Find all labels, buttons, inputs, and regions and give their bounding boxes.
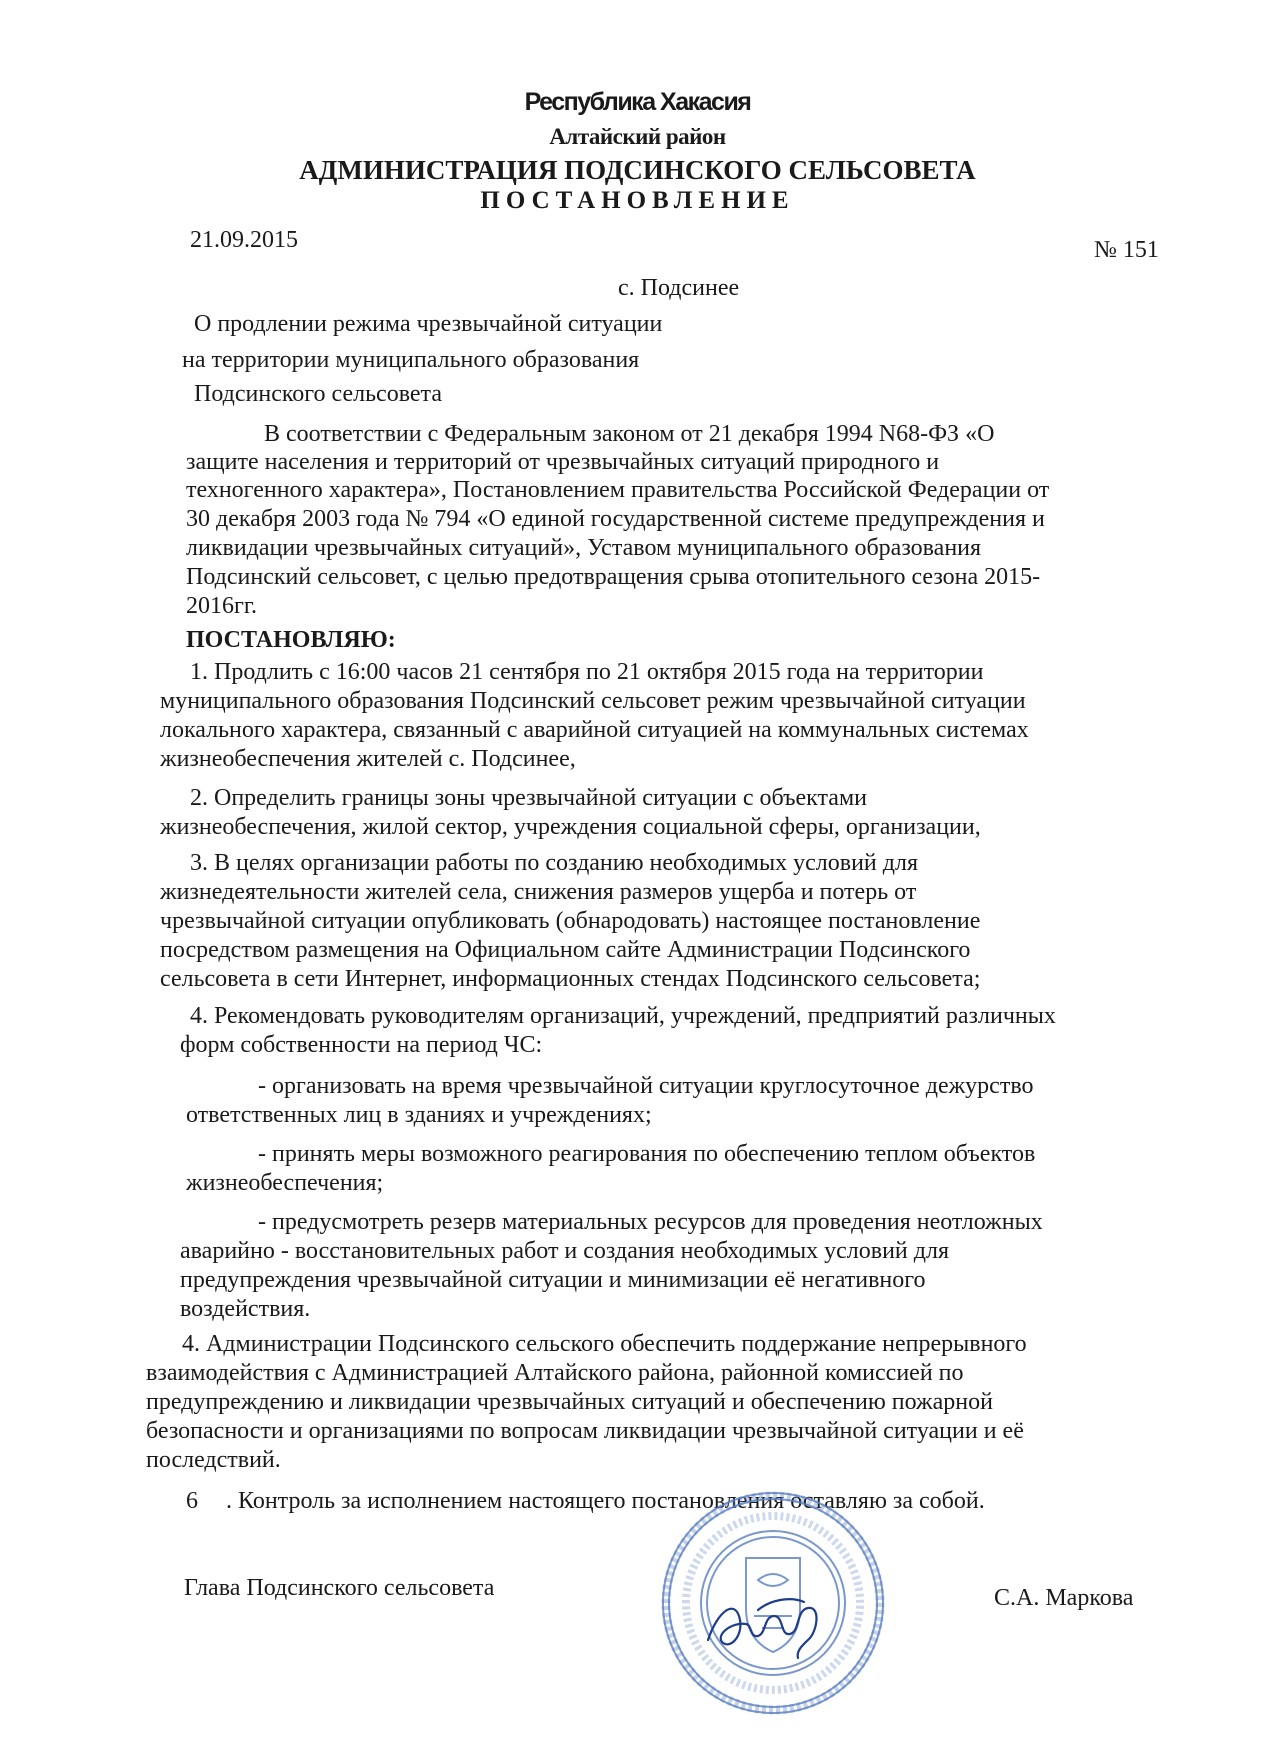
item2-line: 2. Определить границы зоны чрезвычайной ситуации с объектами <box>190 785 867 811</box>
item5-line: взаимодействия с Администрацией Алтайского района, районной комиссией по <box>146 1360 964 1386</box>
item1-line: локального характера, связанный с аварийной ситуацией на коммунальных системах <box>160 717 1029 743</box>
preamble-line: защите населения и территорий от чрезвычайных ситуаций природного и <box>186 449 940 475</box>
item4-line: жизнеобеспечения; <box>186 1170 384 1196</box>
item5-line: предупреждению и ликвидации чрезвычайных ситуаций и обеспечению пожарной <box>146 1389 993 1415</box>
item4-bullet: - принять меры возможного реагирования по обеспечению теплом объектов <box>258 1141 1036 1167</box>
signature-name: С.А. Маркова <box>994 1585 1134 1611</box>
decree-word: ПОСТАНОВЛЯЮ: <box>186 627 396 653</box>
subject-line: Подсинского сельсовета <box>194 381 442 407</box>
item4-line: воздействия. <box>180 1296 311 1322</box>
header-republic: Республика Хакасия <box>524 88 751 116</box>
subject-line: на территории муниципального образования <box>182 347 640 373</box>
subject-line: О продлении режима чрезвычайной ситуации <box>194 311 663 337</box>
preamble-line: Подсинский сельсовет, с целью предотвращения срыва отопительного сезона 2015- <box>186 564 1041 590</box>
item3-line: чрезвычайной ситуации опубликовать (обнародовать) настоящее постановление <box>160 908 981 934</box>
document-number: № 151 <box>1094 237 1159 263</box>
item4-line: форм собственности на период ЧС: <box>180 1032 543 1058</box>
preamble-line: 30 декабря 2003 года № 794 «О единой государственной системе предупреждения и <box>186 506 1045 532</box>
preamble-line: техногенного характера», Постановлением правительства Российской Федерации от <box>186 477 1050 503</box>
header-district: Алтайский район <box>549 124 726 149</box>
item3-line: сельсовета в сети Интернет, информационных стендах Подсинского сельсовета; <box>160 966 981 992</box>
preamble-line: В соответствии с Федеральным законом от 21 декабря 1994 N68-ФЗ «О <box>264 421 995 447</box>
document-date: 21.09.2015 <box>190 227 298 253</box>
item5-line: безопасности и организациями по вопросам ликвидации чрезвычайной ситуации и её <box>146 1418 1024 1444</box>
item2-line: жизнеобеспечения, жилой сектор, учреждения социальной сферы, организации, <box>160 814 981 840</box>
item4-line: предупреждения чрезвычайной ситуации и минимизации её негативного <box>180 1267 926 1293</box>
item3-line: жизнедеятельности жителей села, снижения размеров ущерба и потерь от <box>160 879 917 905</box>
item4-line: 4. Рекомендовать руководителям организаций, учреждений, предприятий различных <box>190 1003 1056 1029</box>
item4-bullet: - предусмотреть резерв материальных ресурсов для проведения неотложных <box>258 1209 1043 1235</box>
item1-line: жизнеобеспечения жителей с. Подсинее, <box>160 746 576 772</box>
item5-line: последствий. <box>146 1447 281 1473</box>
item1-line: муниципального образования Подсинский сельсовет режим чрезвычайной ситуации <box>160 688 1026 714</box>
item5-line: 4. Администрации Подсинского сельского обеспечить поддержание непрерывного <box>182 1331 1027 1357</box>
header-administration: АДМИНИСТРАЦИЯ ПОДСИНСКОГО СЕЛЬСОВЕТА <box>299 155 976 185</box>
item6-number: 6 <box>186 1488 198 1514</box>
item3-line: 3. В целях организации работы по созданию необходимых условий для <box>190 850 918 876</box>
item4-line: ответственных лиц в зданиях и учреждениях; <box>186 1102 652 1128</box>
preamble-line: ликвидации чрезвычайных ситуаций», Уставом муниципального образования <box>186 535 982 561</box>
handwritten-signature <box>700 1580 850 1670</box>
signature-position: Глава Подсинского сельсовета <box>184 1575 495 1601</box>
item4-line: аварийно - восстановительных работ и создания необходимых условий для <box>180 1238 949 1264</box>
preamble-line: 2016гг. <box>186 593 257 619</box>
document-place: с. Подсинее <box>618 275 740 301</box>
item3-line: посредством размещения на Официальном сайте Администрации Подсинского <box>160 937 971 963</box>
item6-text: . Контроль за исполнением настоящего постановления оставляю за собой. <box>226 1488 985 1514</box>
header-doc-type: ПОСТАНОВЛЕНИЕ <box>480 187 795 214</box>
item4-bullet: - организовать на время чрезвычайной ситуации круглосуточное дежурство <box>258 1073 1034 1099</box>
item1-line: 1. Продлить с 16:00 часов 21 сентября по 21 октября 2015 года на территории <box>190 659 984 685</box>
